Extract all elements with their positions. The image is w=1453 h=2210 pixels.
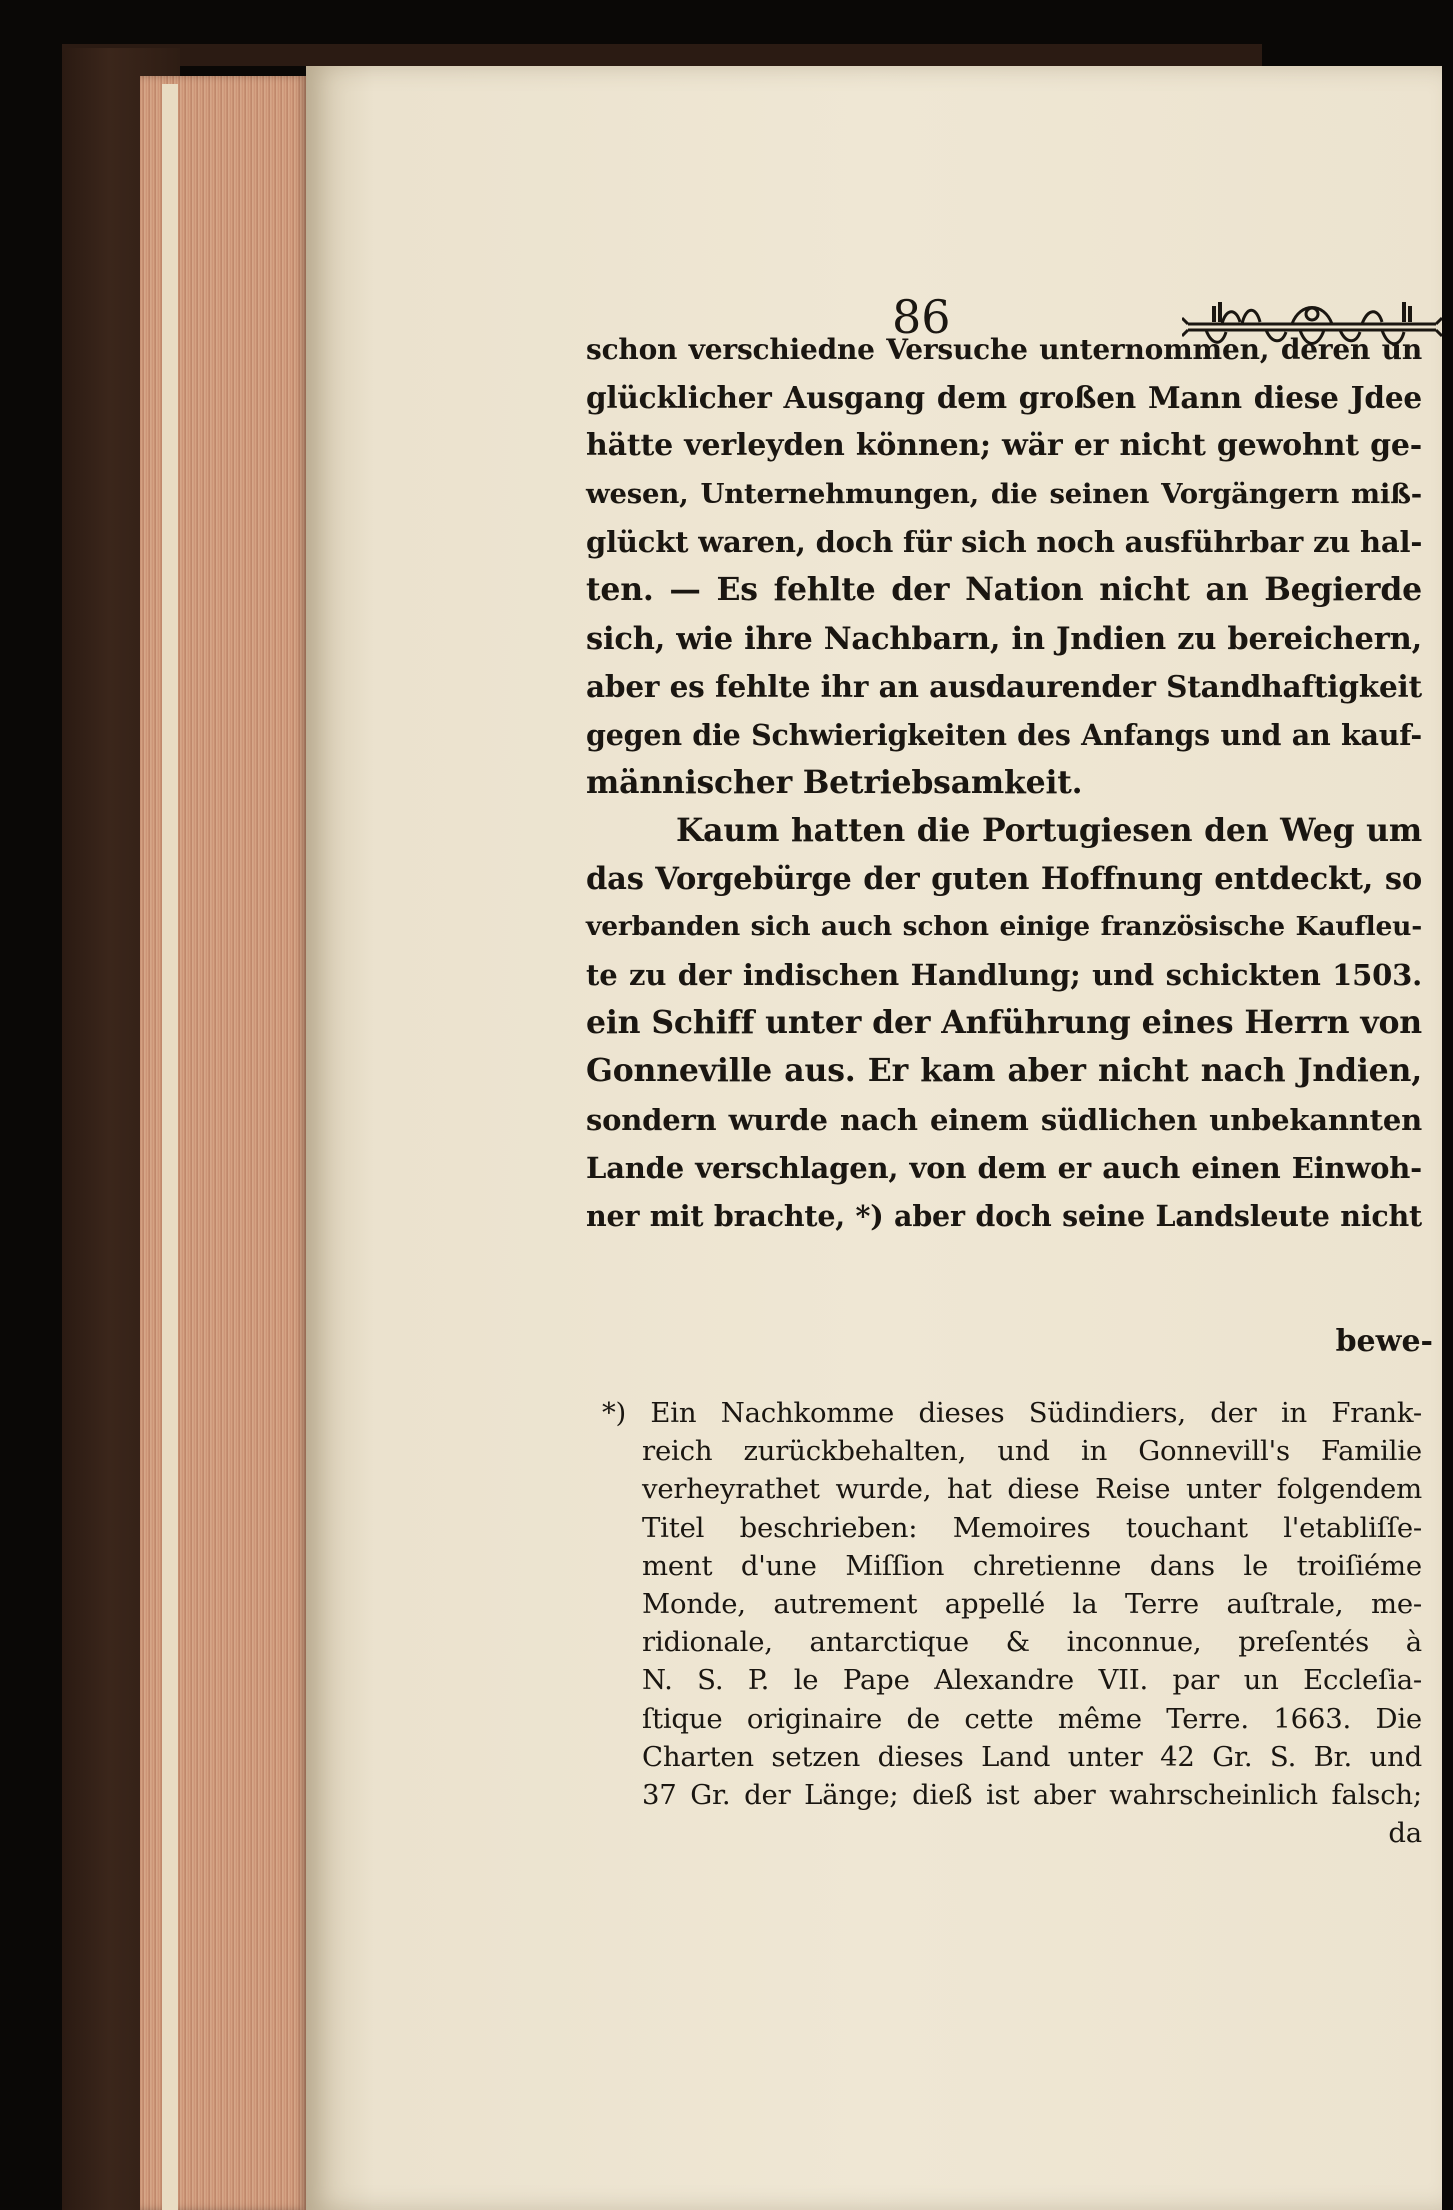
footnote-line: verheyrathet wurde, hat diese Reise unter folgendem bbox=[642, 1473, 1422, 1506]
text-line: ner mit brachte, *) aber doch seine Landsleute nicht bbox=[586, 1198, 1422, 1233]
page-number: 86 bbox=[892, 290, 951, 344]
footnote-line: Titel beschrieben: Memoires touchant l'etabliſſe- bbox=[642, 1511, 1422, 1544]
text-line: te zu der indischen Handlung; und schickten 1503. bbox=[586, 958, 1422, 993]
footnote-block bbox=[602, 1394, 1422, 1852]
text-line: gegen die Schwierigkeiten des Anfangs und an kauf- bbox=[586, 717, 1422, 752]
footnote-line: N. S. P. le Pape Alexandre VII. par un Eccleſia- bbox=[642, 1664, 1422, 1697]
footnote-line: ment d'une Miſſion chretienne dans le troiſiéme bbox=[642, 1549, 1422, 1582]
footnote-line: reich zurückbehalten, und in Gonnevill's Familie bbox=[642, 1435, 1422, 1468]
footnote-line: Charten setzen dieses Land unter 42 Gr. S. Br. und bbox=[642, 1740, 1422, 1773]
text-line: ein Schiff unter der Anführung eines Herrn von bbox=[586, 1004, 1422, 1042]
footnote-line: ſtique originaire de cette même Terre. 1663. Die bbox=[642, 1702, 1422, 1735]
text-line: glücklicher Ausgang dem großen Mann diese Jdee bbox=[586, 380, 1422, 416]
footnote-line: *) Ein Nachkomme dieses Südindiers, der in Frank- bbox=[602, 1397, 1422, 1429]
catchword: bewe- bbox=[1335, 1324, 1433, 1359]
text-line: sich, wie ihre Nachbarn, in Jndien zu bereichern, bbox=[586, 620, 1422, 657]
text-line: glückt waren, doch für sich noch ausführbar zu hal- bbox=[586, 525, 1423, 560]
text-line: hätte verleyden können; wär er nicht gewohnt ge- bbox=[586, 428, 1422, 464]
text-line: aber es fehlte ihr an ausdaurender Standhaftigkeit bbox=[586, 668, 1422, 704]
text-line: sondern wurde nach einem südlichen unbekannten bbox=[586, 1102, 1422, 1137]
text-line: das Vorgebürge der guten Hoffnung entdeckt, so bbox=[586, 861, 1422, 898]
page-edge-highlight bbox=[162, 84, 178, 2210]
footnote-catchword: da bbox=[1388, 1817, 1422, 1850]
text-line: Gonneville aus. Er kam aber nicht nach Jndien, bbox=[586, 1052, 1422, 1090]
footnote-line: 37 Gr. der Länge; dieß ist aber wahrscheinlich falsch; bbox=[642, 1778, 1422, 1811]
main-text-block bbox=[586, 326, 1422, 1240]
footnote-line: ridionale, antarctique & inconnue, preſentés à bbox=[642, 1626, 1422, 1659]
text-line: ten. — Es fehlte der Nation nicht an Begierde bbox=[586, 571, 1422, 609]
text-line: verbanden sich auch schon einige französische Kaufleu- bbox=[586, 911, 1422, 943]
text-line: Lande verschlagen, von dem er auch einen Einwoh- bbox=[586, 1150, 1422, 1185]
text-line: schon verschiedne Versuche unternommen, deren un bbox=[586, 333, 1422, 366]
footnote-line: Monde, autrement appellé la Terre auſtrale, me- bbox=[642, 1587, 1422, 1620]
text-line-paragraph-end: männischer Betriebsamkeit. bbox=[586, 763, 1083, 801]
text-line-paragraph-start: Kaum hatten die Portugiesen den Weg um bbox=[676, 811, 1422, 849]
text-line: wesen, Unternehmungen, die seinen Vorgängern miß- bbox=[586, 478, 1422, 511]
cover-top-edge bbox=[62, 44, 1262, 66]
